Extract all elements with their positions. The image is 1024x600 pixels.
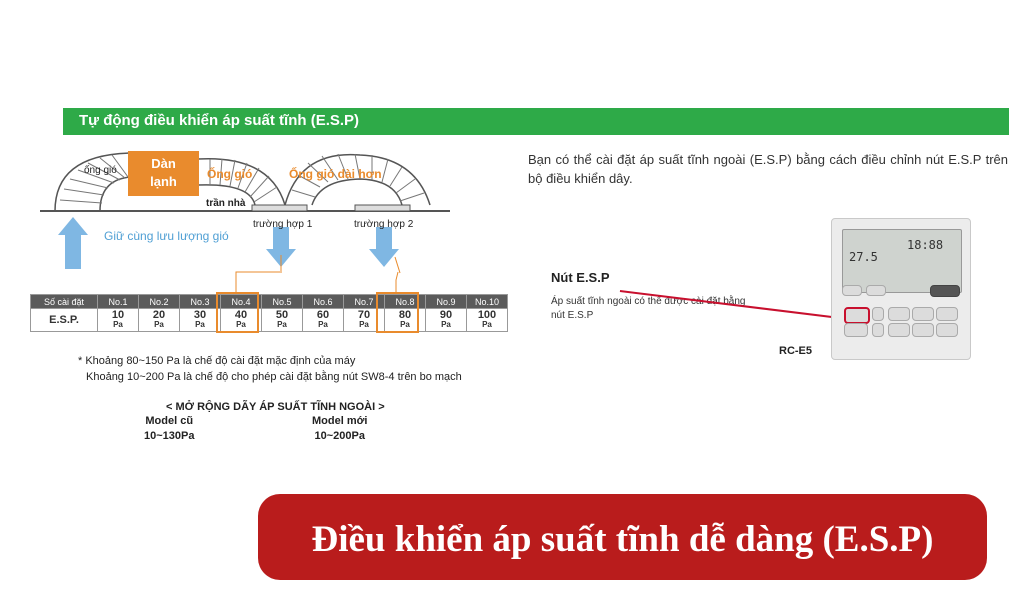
- cell-unit: Pa: [113, 320, 123, 329]
- old-model-range: 10~130Pa: [144, 430, 195, 442]
- cell-unit: Pa: [195, 320, 205, 329]
- cell-unit: Pa: [482, 320, 492, 329]
- remote-power-button[interactable]: [930, 285, 960, 297]
- remote-button[interactable]: [888, 323, 910, 337]
- description-text: Bạn có thể cài đặt áp suất tĩnh ngoài (E.S.P) bằng cách điều chỉnh nút E.S.P trên bộ điều khiển dây.: [528, 152, 1008, 186]
- esp-table: [30, 294, 508, 332]
- lcd-temp: 27.5: [849, 250, 878, 264]
- table-row-label: E.S.P.: [31, 309, 98, 332]
- cell-value: 40: [234, 309, 248, 321]
- cell-value: 90: [439, 309, 453, 321]
- table-cell: [426, 309, 467, 332]
- table-cell: [303, 309, 344, 332]
- table-header-cell: No.2: [139, 295, 180, 309]
- cell-unit: Pa: [277, 320, 287, 329]
- cell-value: 50: [275, 309, 289, 321]
- esp-button-desc: Áp suất tĩnh ngoài có thể được cài đặt bằng nút E.S.P: [551, 296, 746, 321]
- duct-long-label: Ống gió dài hơn: [289, 167, 382, 181]
- cell-value: 20: [152, 309, 166, 321]
- old-model: [144, 414, 194, 444]
- table-cell: [467, 309, 508, 332]
- remote-controller: [831, 218, 971, 360]
- table-cell: [98, 309, 139, 332]
- cell-value: 30: [193, 309, 207, 321]
- up-arrow-button[interactable]: [872, 307, 884, 321]
- table-header-cell: No.1: [98, 295, 139, 309]
- unit-line2: lạnh: [150, 174, 177, 189]
- table-cell: [262, 309, 303, 332]
- lcd-time: 18:88: [907, 238, 944, 252]
- remote-button[interactable]: [888, 307, 910, 321]
- down-arrow-button[interactable]: [872, 323, 884, 337]
- unit-line1: Dàn: [151, 156, 176, 171]
- table-header-cell: No.4: [221, 295, 262, 309]
- cell-unit: Pa: [318, 320, 328, 329]
- case1-label: trường hợp 1: [253, 219, 313, 230]
- table-header-cell: No.8: [385, 295, 426, 309]
- table-header-cell: No.6: [303, 295, 344, 309]
- cell-value: 60: [316, 309, 330, 321]
- remote-button[interactable]: [936, 323, 958, 337]
- remote-small-button[interactable]: [866, 285, 886, 296]
- keep-flow-label: Giữ cùng lưu lượng gió: [104, 229, 229, 243]
- table-cell: [139, 309, 180, 332]
- table-header-label: Số cài đặt: [31, 295, 98, 309]
- indoor-unit-box: [128, 151, 199, 196]
- highlight-no4: [216, 292, 259, 333]
- remote-button[interactable]: [912, 307, 934, 321]
- table-header-cell: No.5: [262, 295, 303, 309]
- new-model-range: 10~200Pa: [314, 430, 365, 442]
- remote-lcd: [842, 229, 962, 293]
- table-header-cell: No.10: [467, 295, 508, 309]
- cell-unit: Pa: [359, 320, 369, 329]
- case2-label: trường hợp 2: [354, 219, 414, 230]
- extension-title: < MỞ RỘNG DÃY ÁP SUẤT TĨNH NGOÀI >: [166, 401, 385, 413]
- table-header-cell: No.9: [426, 295, 467, 309]
- cell-value: 100: [477, 309, 497, 321]
- table-header-row: [31, 295, 508, 309]
- cell-unit: Pa: [236, 320, 246, 329]
- footer-banner: [258, 494, 987, 580]
- footer-text: Điều khiển áp suất tĩnh dễ dàng (E.S.P): [311, 519, 934, 560]
- old-model-label: Model cũ: [145, 415, 194, 427]
- remote-small-button[interactable]: [842, 285, 862, 296]
- remote-button[interactable]: [936, 307, 958, 321]
- table-value-row: [31, 309, 508, 332]
- highlight-no8: [376, 292, 419, 333]
- note-line2: Khoảng 10~200 Pa là chế độ cho phép cài đặt bằng nút SW8-4 trên bo mạch: [86, 371, 462, 383]
- cell-value: 70: [357, 309, 371, 321]
- new-model-label: Model mới: [312, 415, 368, 427]
- table-header-cell: No.3: [180, 295, 221, 309]
- remote-model-code: RC-E5: [779, 345, 813, 357]
- esp-button[interactable]: [844, 307, 870, 324]
- remote-button[interactable]: [844, 323, 868, 337]
- section-banner: [63, 108, 1009, 135]
- duct-left-label: Ống gió: [207, 167, 253, 181]
- duct-label: ống gió: [84, 165, 117, 176]
- table-header-cell: No.7: [344, 295, 385, 309]
- new-model: [312, 414, 368, 444]
- cell-unit: Pa: [441, 320, 451, 329]
- esp-button-title: Nút E.S.P: [551, 270, 610, 285]
- section-title: Tự động điều khiển áp suất tĩnh (E.S.P): [79, 112, 360, 129]
- cell-unit: Pa: [400, 320, 410, 329]
- note-line1: * Khoảng 80~150 Pa là chế độ cài đặt mặc định của máy: [78, 355, 356, 367]
- cell-value: 10: [111, 309, 125, 321]
- remote-button[interactable]: [912, 323, 934, 337]
- cell-value: 80: [398, 309, 412, 321]
- table-cell: [180, 309, 221, 332]
- cell-unit: Pa: [154, 320, 164, 329]
- ceiling-label: trần nhà: [206, 198, 246, 209]
